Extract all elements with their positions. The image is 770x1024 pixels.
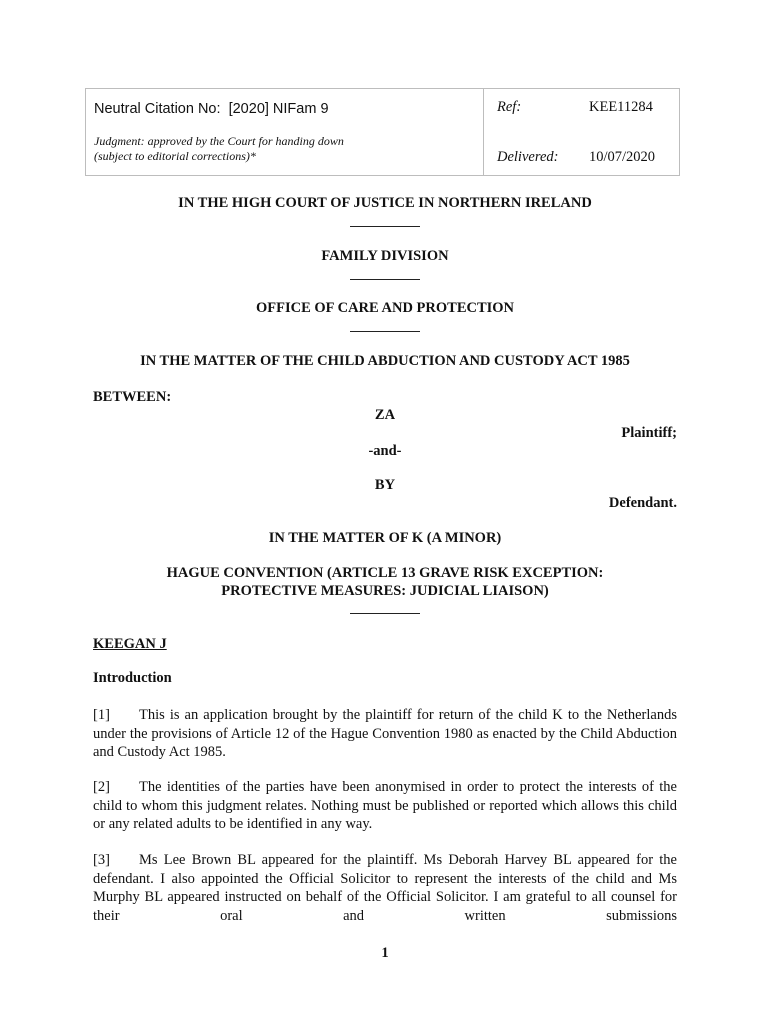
office-title: OFFICE OF CARE AND PROTECTION	[255, 300, 515, 316]
rule-2	[350, 279, 420, 280]
paragraph-number: [1]	[93, 707, 110, 723]
court-title: IN THE HIGH COURT OF JUSTICE IN NORTHERN IRELAND	[178, 195, 592, 211]
rule-1	[350, 226, 420, 227]
delivered-value: 10/07/2020	[589, 149, 656, 165]
division-title: FAMILY DIVISION	[321, 248, 449, 264]
paragraph-3	[93, 851, 677, 925]
paragraph-number: [3]	[93, 852, 110, 868]
approval-line-2: (subject to editorial corrections)*	[94, 149, 256, 163]
citation-header-box	[85, 88, 680, 176]
approval-note	[94, 134, 344, 164]
paragraph-number: [2]	[93, 779, 110, 795]
judge-name: KEEGAN J	[93, 636, 167, 652]
subject-line-1: HAGUE CONVENTION (ARTICLE 13 GRAVE RISK EXCEPTION:	[166, 565, 604, 581]
and-separator: -and-	[368, 443, 402, 459]
paragraph-text: Ms Lee Brown BL appeared for the plaintiff. Ms Deborah Harvey BL appeared for the defendant. I also appointed the Official Solicitor to represent the interests of the child and Ms Murphy BL appeared instructed on behalf of the Official Solicitor. I am grateful to all counsel for their oral and written submissions	[93, 852, 677, 924]
paragraph-1	[93, 706, 677, 762]
citation-value: [2020] NIFam 9	[228, 101, 329, 117]
plaintiff-role: Plaintiff;	[621, 425, 677, 441]
paragraph-text: This is an application brought by the plaintiff for return of the child K to the Netherlands under the provisions of Article 12 of the Hague Convention 1980 as enacted by the Child Abduction and Custody Act 1985.	[93, 707, 677, 760]
ref-value: KEE11284	[589, 99, 653, 115]
defendant-name: BY	[374, 477, 396, 493]
rule-4	[350, 613, 420, 614]
matter-act: IN THE MATTER OF THE CHILD ABDUCTION AND CUSTODY ACT 1985	[140, 353, 630, 369]
citation-label: Neutral Citation No:	[94, 101, 221, 117]
header-divider	[483, 89, 484, 175]
approval-line-1: Judgment: approved by the Court for handing down	[94, 134, 344, 148]
between-label: BETWEEN:	[93, 389, 172, 405]
defendant-role: Defendant.	[608, 495, 677, 511]
paragraph-2	[93, 778, 677, 834]
subject-line-2: PROTECTIVE MEASURES: JUDICIAL LIAISON)	[221, 583, 549, 599]
rule-3	[350, 331, 420, 332]
delivered-label: Delivered:	[497, 149, 559, 165]
matter-minor: IN THE MATTER OF K (A MINOR)	[268, 530, 502, 546]
ref-label: Ref:	[497, 99, 522, 115]
section-heading: Introduction	[93, 670, 172, 686]
paragraph-text: The identities of the parties have been anonymised in order to protect the interests of the child to whom this judgment relates. Nothing must be published or reported which allows this child or any related adults to be identified in any way.	[93, 779, 677, 832]
neutral-citation	[94, 101, 329, 117]
plaintiff-name: ZA	[374, 407, 396, 423]
page-number: 1	[381, 945, 389, 961]
